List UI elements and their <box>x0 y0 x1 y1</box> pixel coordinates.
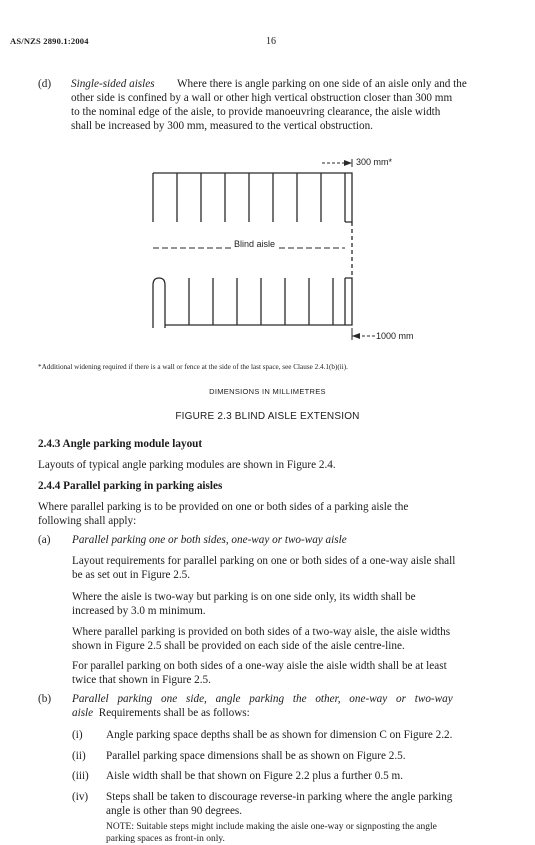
bottom-end-wall <box>345 278 352 325</box>
item-a-title: Parallel parking one or both sides, one-way or two-way aisle <box>72 534 347 546</box>
standard-designation: AS/NZS 2890.1:2004 <box>10 36 89 46</box>
item-b-title-end: aisle <box>72 707 94 719</box>
item-a-line: be as set out in Figure 2.5. <box>72 569 191 581</box>
item-a-line: twice that shown in Figure 2.5. <box>72 674 211 686</box>
item-b-title: Parallel parking one side, angle parking the other, one-way or two-way <box>72 693 453 705</box>
sub-item-line: angle is other than 90 degrees. <box>106 805 243 817</box>
note-line: parking spaces as front-in only. <box>106 834 225 844</box>
item-a-marker: (a) <box>38 534 51 546</box>
sub-item-text: Aisle width shall be that shown on Figure 2.2 plus a further 0.5 m. <box>106 770 404 782</box>
dim-300-label: 300 mm* <box>356 157 393 167</box>
bottom-first-bay <box>153 278 165 328</box>
note-line: NOTE: Suitable steps might include making the aisle one-way or signposting the angle <box>106 822 437 832</box>
item-a-paragraph <box>72 625 522 653</box>
dim-300-arrow <box>344 160 352 166</box>
sub-item-text: Angle parking space depths shall be as shown for dimension C on Figure 2.2. <box>106 729 453 741</box>
blind-aisle-label: Blind aisle <box>234 239 276 249</box>
item-a-paragraph <box>72 554 522 582</box>
clause-d-text-line: to the nominal edge of the aisle, to provide manoeuvring clearance, the aisle width <box>71 106 441 118</box>
clause-d-text-line: other side is confined by a wall or other high vertical obstruction closer than 300 mm <box>71 92 453 104</box>
clause-d-text-line: shall be increased by 300 mm, measured to the vertical obstruction. <box>71 120 373 132</box>
item-b-title-block <box>72 692 522 720</box>
sub-item-marker: (iv) <box>72 791 89 803</box>
section-2-4-3-heading: 2.4.3 Angle parking module layout <box>38 438 203 450</box>
item-b-lead: Requirements shall be as follows: <box>98 707 250 719</box>
dim-1000-arrow <box>352 333 360 339</box>
item-a-line: shown in Figure 2.5 shall be provided on each side of the aisle centre-line. <box>72 640 405 652</box>
sub-item-marker: (ii) <box>72 750 86 762</box>
intro-line: following shall apply: <box>38 515 137 527</box>
sub-item-line: Steps shall be taken to discourage reverse-in parking where the angle parking <box>106 791 453 803</box>
item-a-paragraph <box>72 659 522 687</box>
clause-d-title: Single-sided aisles <box>71 78 155 90</box>
section-2-4-4-heading: 2.4.4 Parallel parking in parking aisles <box>38 480 223 492</box>
page-number: 16 <box>266 36 276 47</box>
sub-item-marker: (iii) <box>72 770 89 782</box>
note <box>106 821 531 845</box>
dim-1000-label: 1000 mm <box>376 331 414 341</box>
item-a-line: Where parallel parking is provided on both sides of a two-way aisle, the aisle widths <box>72 626 451 638</box>
clause-d <box>38 77 528 133</box>
sub-item-marker: (i) <box>72 729 83 741</box>
item-a-line: For parallel parking on both sides of a one-way aisle the aisle width shall be at least <box>72 660 447 672</box>
item-a-paragraph <box>72 590 522 618</box>
clause-d-marker: (d) <box>38 78 52 90</box>
intro-line: Where parallel parking is to be provided on one or both sides of a parking aisle the <box>38 501 409 513</box>
clause-d-text-line: Where there is angle parking on one side of an aisle only and the <box>177 78 467 90</box>
blind-aisle-figure <box>0 150 535 360</box>
item-a-line: increased by 3.0 m minimum. <box>72 605 206 617</box>
units-note: DIMENSIONS IN MILLIMETRES <box>209 387 326 396</box>
item-b-marker: (b) <box>38 693 52 705</box>
figure-footnote: *Additional widening required if there is a wall or fence at the side of the last space, see Clause 2.4.1(b)(ii). <box>38 363 348 371</box>
figure-caption: FIGURE 2.3 BLIND AISLE EXTENSION <box>175 411 360 422</box>
end-wall-return <box>345 173 352 222</box>
sub-item-text <box>106 790 526 818</box>
section-2-4-3-text: Layouts of typical angle parking modules are shown in Figure 2.4. <box>38 459 336 471</box>
section-2-4-4-intro <box>38 500 523 528</box>
item-a-line: Layout requirements for parallel parking on one or both sides of a one-way aisle shall <box>72 555 456 567</box>
sub-item-text: Parallel parking space dimensions shall be as shown on Figure 2.5. <box>106 750 406 762</box>
item-a-line: Where the aisle is two-way but parking is on one side only, its width shall be <box>72 591 416 603</box>
